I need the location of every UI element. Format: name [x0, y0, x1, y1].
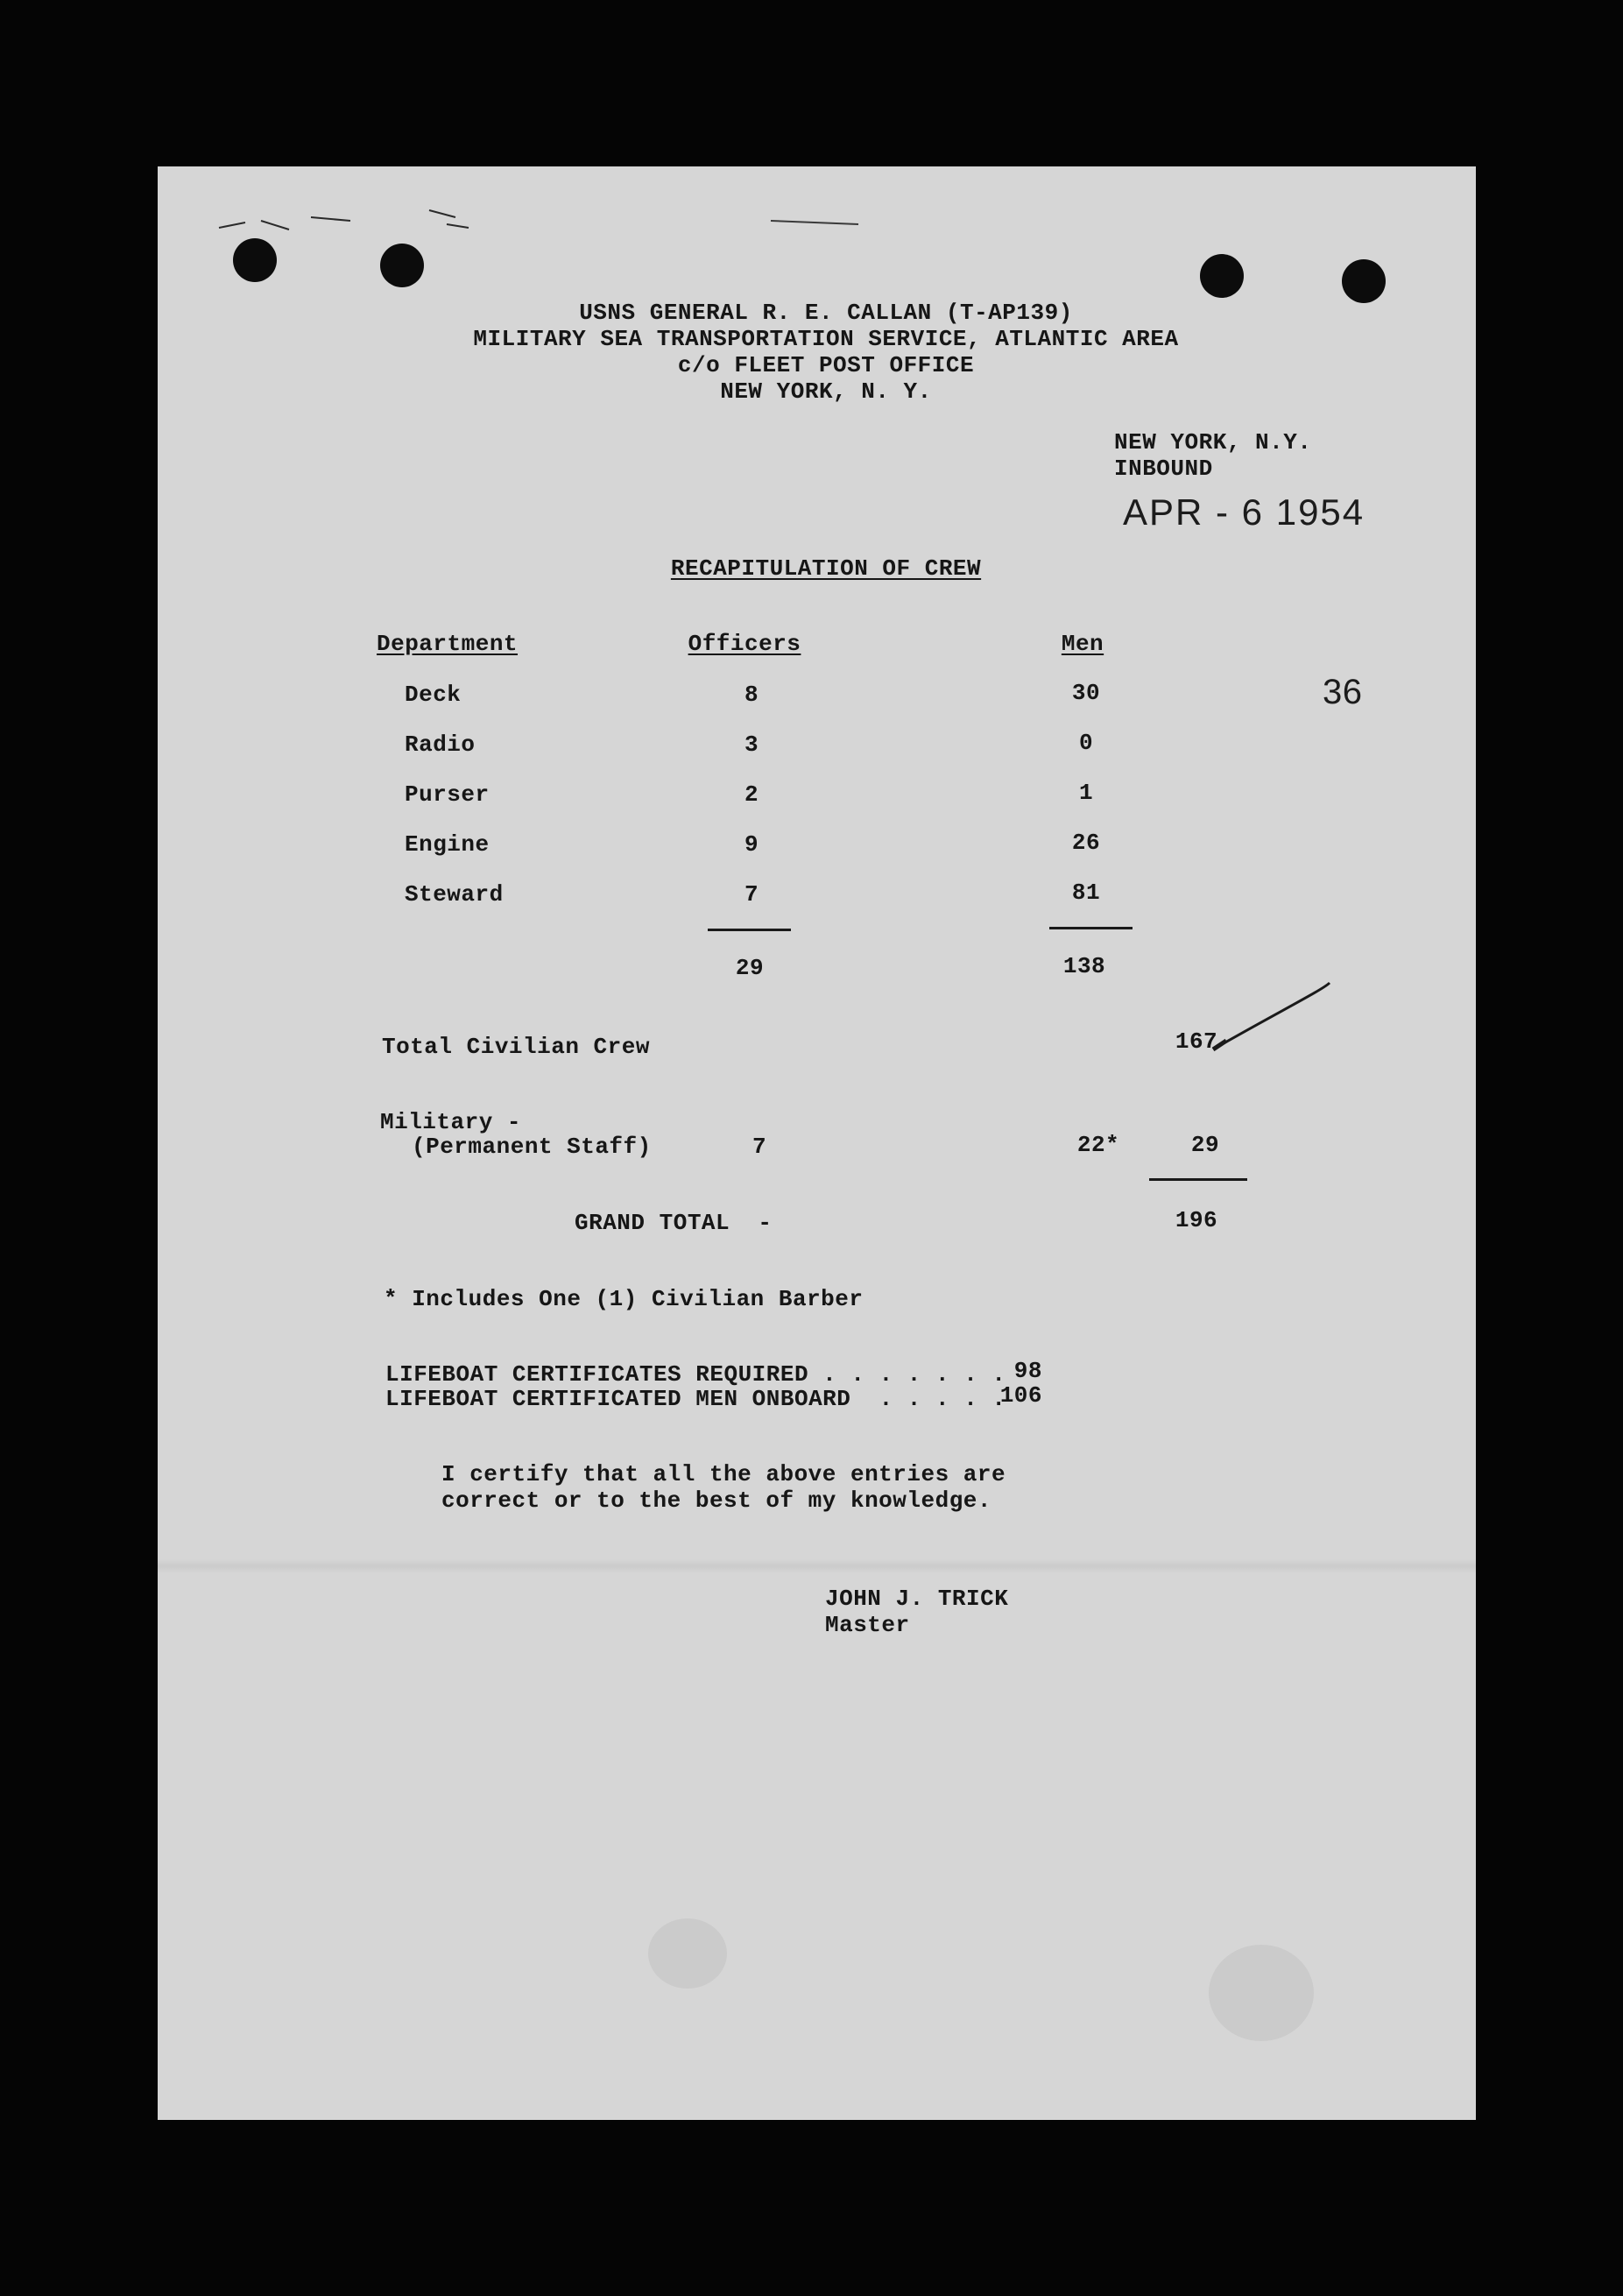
header-department: Department	[377, 631, 519, 657]
certification-line-1: I certify that all the above entries are	[441, 1461, 1006, 1487]
signature-name: JOHN J. TRICK	[825, 1586, 1009, 1612]
row-officers: 8	[744, 682, 759, 708]
subtotal-rule-men	[1049, 927, 1133, 929]
civilian-total-label: Total Civilian Crew	[382, 1034, 650, 1060]
letterhead-ship: USNS GENERAL R. E. CALLAN (T-AP139)	[579, 300, 1073, 326]
document-title: RECAPITULATION OF CREW	[670, 555, 982, 582]
row-officers: 2	[744, 781, 759, 808]
row-department: Steward	[405, 881, 504, 908]
certification-line-2: correct or to the best of my knowledge.	[441, 1487, 991, 1514]
military-officers: 7	[752, 1134, 767, 1160]
grand-total-value: 196	[1175, 1207, 1218, 1233]
row-officers: 3	[744, 731, 759, 758]
header-officers: Officers	[688, 631, 801, 657]
letterhead-service: MILITARY SEA TRANSPORTATION SERVICE, ATLANTIC AREA	[473, 326, 1179, 352]
military-total: 29	[1190, 1132, 1220, 1158]
row-department: Engine	[405, 831, 490, 858]
lifeboat-required-label: LIFEBOAT CERTIFICATES REQUIRED . . . . . . .	[385, 1361, 1006, 1388]
row-department: Radio	[405, 731, 476, 758]
subtotal-men: 138	[1062, 953, 1106, 979]
subtotal-rule-officers	[708, 929, 791, 931]
letterhead-city: NEW YORK, N. Y.	[720, 378, 932, 405]
date-stamp: APR - 6 1954	[1123, 491, 1365, 533]
row-officers: 7	[744, 881, 759, 908]
location-direction: INBOUND	[1114, 456, 1213, 482]
footnote: * Includes One (1) Civilian Barber	[384, 1286, 864, 1312]
military-men: 22*	[1076, 1132, 1120, 1158]
document-page	[158, 166, 1476, 2120]
row-men: 0	[1078, 730, 1094, 756]
hand-marks	[158, 166, 1476, 2120]
lifeboat-onboard-value: 106	[999, 1382, 1042, 1409]
row-department: Deck	[405, 682, 462, 708]
lifeboat-onboard-label: LIFEBOAT CERTIFICATED MEN ONBOARD . . . . .	[385, 1386, 1006, 1412]
military-label: Military -	[380, 1109, 522, 1135]
row-department: Purser	[405, 781, 490, 808]
row-men: 1	[1078, 780, 1094, 806]
margin-note: 36	[1323, 673, 1363, 711]
subtotal-officers: 29	[735, 955, 765, 981]
row-men: 30	[1071, 680, 1101, 706]
civilian-total-value: 167	[1175, 1028, 1218, 1055]
letterhead-post-office: c/o FLEET POST OFFICE	[677, 352, 975, 378]
grand-total-rule	[1149, 1178, 1247, 1181]
signature-title: Master	[825, 1612, 910, 1638]
military-sublabel: (Permanent Staff)	[412, 1134, 652, 1160]
lifeboat-required-value: 98	[1013, 1358, 1042, 1384]
row-men: 81	[1071, 880, 1101, 906]
row-men: 26	[1071, 830, 1101, 856]
header-men: Men	[1061, 631, 1104, 657]
row-officers: 9	[744, 831, 759, 858]
location-city: NEW YORK, N.Y.	[1114, 429, 1312, 456]
grand-total-label: GRAND TOTAL -	[575, 1210, 773, 1236]
